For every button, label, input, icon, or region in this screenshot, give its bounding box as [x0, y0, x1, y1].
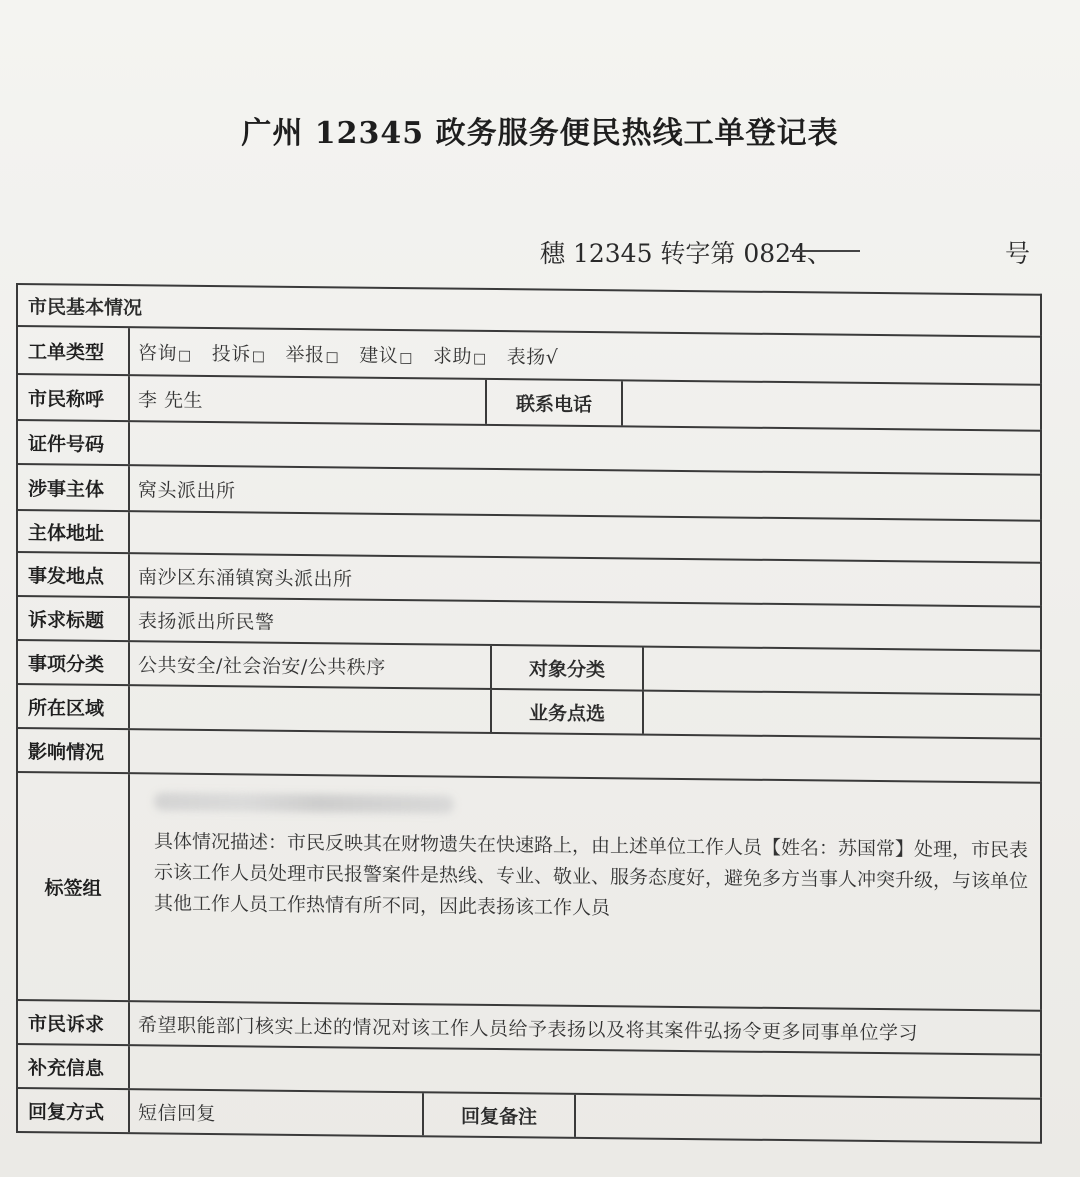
reference-prefix: 穗 12345 转字第 0824、 — [540, 239, 832, 268]
subject-address-label: 主体地址 — [18, 511, 130, 552]
citizen-request-label: 市民诉求 — [18, 1001, 130, 1044]
business-point-value — [644, 692, 1040, 738]
reply-note-value — [576, 1095, 1040, 1142]
reference-number — [540, 232, 1030, 272]
object-class-value — [644, 648, 1040, 694]
reply-method-row — [16, 1087, 1042, 1144]
complaint-title-value: 表扬派出所民警 — [138, 609, 275, 634]
incident-location-label: 事发地点 — [18, 553, 130, 596]
reference-redaction-line — [790, 250, 860, 252]
order-type-label: 工单类型 — [18, 327, 130, 374]
order-type-selected: 表扬√ — [506, 345, 559, 369]
section-header: 市民基本情况 — [28, 295, 143, 319]
citizen-request-value: 希望职能部门核实上述的情况对该工作人员给予表扬以及将其案件弘扬令更多同事单位学习 — [138, 1013, 919, 1044]
tag-group-row — [16, 771, 1042, 1010]
object-class-label: 对象分类 — [490, 646, 644, 690]
complaint-title-label: 诉求标题 — [18, 597, 130, 640]
supplement-label: 补充信息 — [18, 1045, 130, 1088]
reply-method-value: 短信回复 — [138, 1101, 217, 1125]
order-type-option: 举报 □ — [286, 339, 340, 367]
order-type-option: 投诉 □ — [212, 339, 266, 367]
situation-description — [140, 774, 1040, 1009]
order-type-option: 求助 □ — [433, 341, 487, 369]
subject-value: 窝头派出所 — [138, 478, 236, 502]
order-type-option: 咨询 □ — [138, 338, 192, 366]
incident-location-value: 南沙区东涌镇窝头派出所 — [138, 565, 353, 591]
contact-phone-value — [623, 381, 1040, 429]
contact-phone-label: 联系电话 — [485, 380, 623, 425]
citizen-name-value: 李 先生 — [138, 388, 204, 412]
work-order-table — [16, 283, 1042, 1166]
form-title: 广州 12345 政务服务便民热线工单登记表 — [241, 116, 839, 151]
district-value — [130, 686, 490, 732]
reply-method-label: 回复方式 — [18, 1089, 130, 1132]
tag-group-label: 标签组 — [18, 773, 130, 1000]
district-label: 所在区域 — [18, 685, 130, 728]
id-number-label: 证件号码 — [18, 421, 130, 464]
category-value: 公共安全/社会治安/公共秩序 — [138, 653, 386, 679]
order-type-option: 建议 □ — [359, 340, 413, 368]
citizen-name-label: 市民称呼 — [18, 375, 130, 420]
reference-suffix: 号 — [1004, 239, 1030, 268]
reply-note-label: 回复备注 — [422, 1093, 576, 1137]
business-point-label: 业务点选 — [490, 690, 644, 734]
subject-label: 涉事主体 — [18, 465, 130, 510]
impact-label: 影响情况 — [18, 729, 130, 772]
category-label: 事项分类 — [18, 641, 130, 684]
situation-description-text: 具体情况描述：市民反映其在财物遗失在快速路上，由上述单位工作人员【姓名：苏国常】处理，市民表示该工作人员处理市民报警案件是热线、专业、敬业、服务态度好，避免多方当事人冲突升级，与该单位其他工作人员工作热情有所不同，因此表扬该工作人员 — [154, 830, 1029, 920]
redacted-line — [154, 792, 454, 813]
